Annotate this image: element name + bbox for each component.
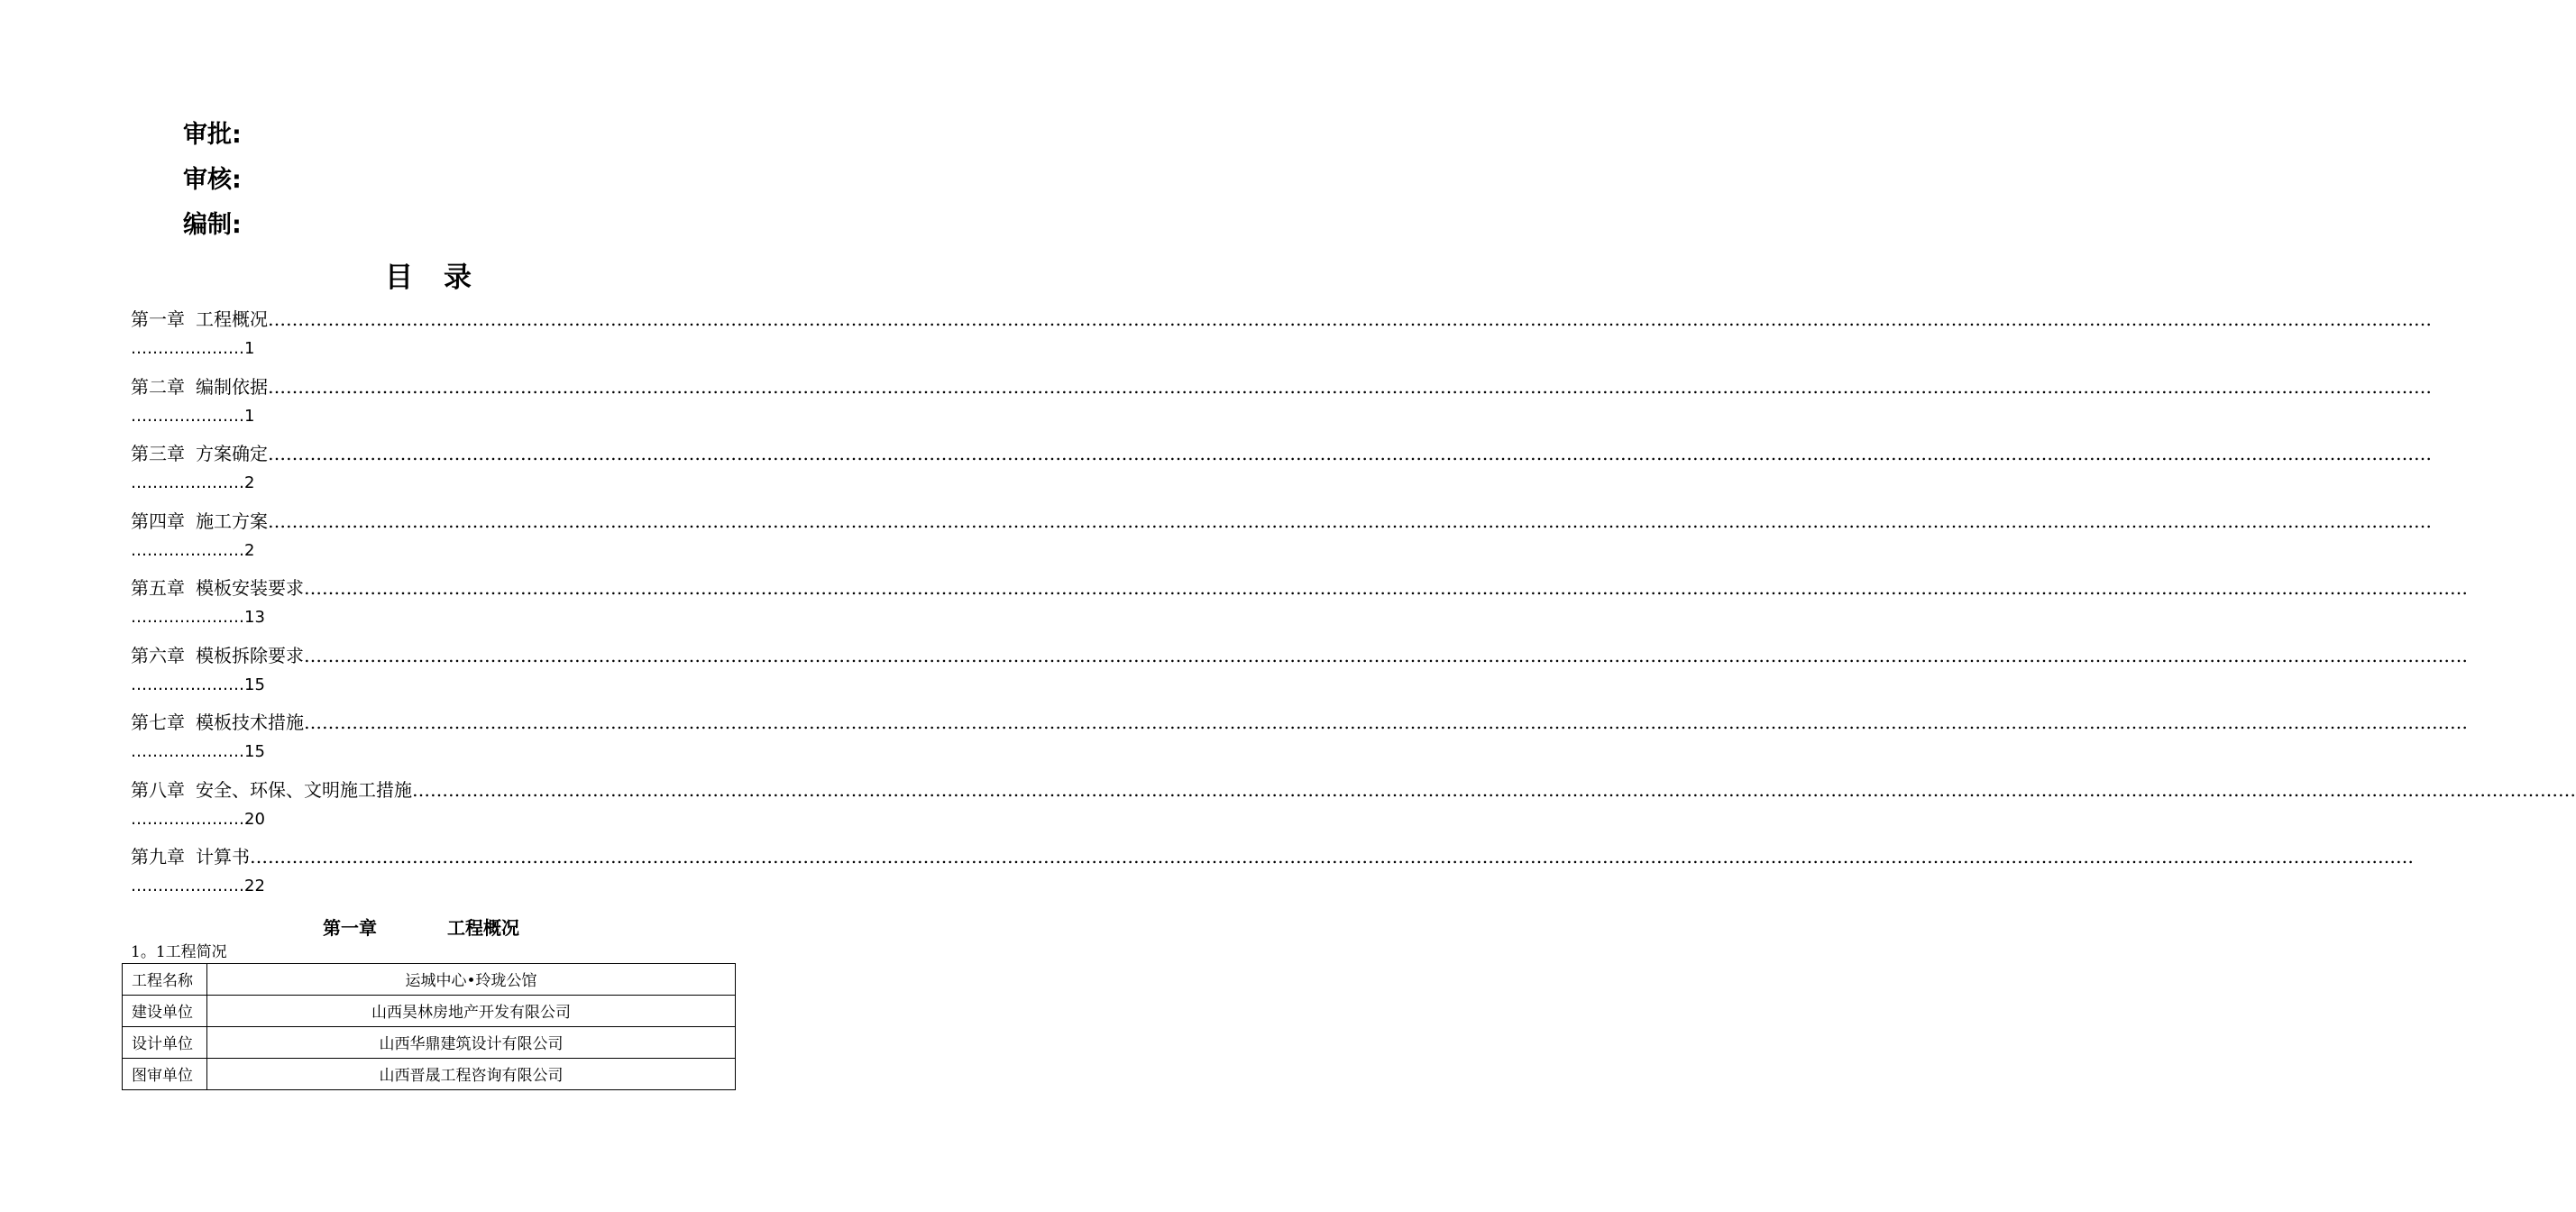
toc-entry[interactable]	[131, 842, 2414, 904]
table-value-cell: 运城中心•玲珑公馆	[207, 964, 736, 996]
toc-page-number: 22	[244, 877, 265, 895]
toc-title: 目录	[385, 262, 502, 294]
toc-entry[interactable]	[131, 372, 2432, 434]
table-row	[123, 1027, 736, 1059]
chapter-heading	[323, 914, 519, 940]
toc-entry-line	[131, 305, 2432, 332]
toc-entry-line	[131, 507, 2432, 534]
toc-chapter-number: 第三章	[131, 443, 185, 464]
toc-entry-line	[131, 372, 2432, 399]
toc-leader-dots: …………………	[131, 742, 244, 761]
toc-leader-dots: ………………………………………………………………………………………………………………………………………………………………………………………………………………………………………………………………………………………………………………………………	[268, 308, 2432, 330]
toc-leader-dots: …………………	[131, 339, 244, 358]
toc-leader-dots: …………………	[131, 541, 244, 560]
toc-entry[interactable]	[131, 507, 2432, 568]
toc-chapter-title: 编制依据	[196, 376, 268, 398]
toc-entry[interactable]	[131, 708, 2468, 769]
toc-entry-line	[131, 574, 2468, 601]
toc-page-number: 2	[244, 473, 255, 492]
toc-leader-dots: ………………………………………………………………………………………………………………………………………………………………………………………………………………………………………………………………………………………………………………………………	[304, 712, 2468, 733]
toc-chapter-number: 第四章	[131, 510, 185, 532]
table-row	[123, 996, 736, 1027]
toc-chapter-title: 工程概况	[196, 308, 268, 330]
toc-entry[interactable]	[131, 439, 2432, 500]
toc-page-line	[131, 742, 735, 769]
toc-leader-dots: ………………………………………………………………………………………………………………………………………………………………………………………………………………………………………………………………………………………………………………………………	[268, 376, 2432, 398]
toc-chapter	[131, 305, 268, 331]
toc-chapter	[131, 439, 268, 465]
table-value-cell: 山西晋晟工程咨询有限公司	[207, 1059, 736, 1090]
toc-chapter-number: 第七章	[131, 712, 185, 733]
toc-chapter-number: 第六章	[131, 645, 185, 666]
toc-entry[interactable]	[131, 305, 2432, 366]
toc-leader-dots: …………………	[131, 877, 244, 895]
toc-leader-dots: ………………………………………………………………………………………………………………………………………………………………………………………………………………………………………………………………………………………………………………………………	[304, 577, 2468, 599]
toc-chapter-number: 第九章	[131, 846, 185, 868]
toc-chapter-title: 模板技术措施	[196, 712, 304, 733]
compile-label: 编制:	[183, 211, 242, 239]
toc-chapter	[131, 372, 268, 399]
table-key-cell: 设计单位	[123, 1027, 207, 1059]
toc-entry[interactable]	[131, 776, 2576, 837]
project-info-table	[122, 963, 736, 1090]
toc-chapter-title: 施工方案	[196, 510, 268, 532]
toc-chapter	[131, 641, 304, 667]
toc-leader-dots: …………………	[131, 810, 244, 829]
toc-entry[interactable]	[131, 574, 2468, 635]
toc-page-line	[131, 541, 735, 568]
toc-page-number: 13	[244, 608, 265, 627]
toc-page-number: 20	[244, 810, 265, 829]
toc-leader-dots: ………………………………………………………………………………………………………………………………………………………………………………………………………………………………………………………………………………………………………………………………	[304, 645, 2468, 666]
toc-entry-line	[131, 776, 2576, 803]
table-value-cell: 山西昊林房地产开发有限公司	[207, 996, 736, 1027]
toc-leader-dots: …………………	[131, 473, 244, 492]
toc-entry[interactable]	[131, 641, 2468, 702]
toc-page-line	[131, 339, 735, 366]
toc-leader-dots: ………………………………………………………………………………………………………………………………………………………………………………………………………………………………………………………………………………………………………………………………	[412, 779, 2576, 801]
table-row	[123, 964, 736, 996]
chapter-label: 第一章	[323, 917, 377, 939]
toc-entry-line	[131, 842, 2414, 869]
toc-page-line	[131, 810, 735, 837]
table-key-cell: 图审单位	[123, 1059, 207, 1090]
toc-page-number: 1	[244, 407, 255, 426]
section-heading: 1。1工程简况	[131, 943, 227, 961]
approve-label: 审批:	[183, 121, 242, 149]
toc-page-line	[131, 473, 735, 500]
toc-page-line	[131, 675, 735, 702]
toc-chapter-number: 第二章	[131, 376, 185, 398]
toc-chapter	[131, 574, 304, 600]
review-label: 审核:	[183, 166, 242, 194]
table-key-cell: 工程名称	[123, 964, 207, 996]
toc-chapter-title: 计算书	[196, 846, 250, 868]
toc-entry-line	[131, 708, 2468, 735]
toc-page-line	[131, 877, 735, 904]
toc-leader-dots: ………………………………………………………………………………………………………………………………………………………………………………………………………………………………………………………………………………………………………………………………	[268, 443, 2432, 464]
toc-page-number: 15	[244, 675, 265, 694]
toc-chapter-title: 模板拆除要求	[196, 645, 304, 666]
toc-chapter	[131, 776, 412, 802]
toc-chapter-number: 第八章	[131, 779, 185, 801]
toc-page-number: 2	[244, 541, 255, 560]
toc-chapter	[131, 708, 304, 734]
toc-chapter-title: 方案确定	[196, 443, 268, 464]
chapter-name: 工程概况	[447, 917, 519, 939]
table-key-cell: 建设单位	[123, 996, 207, 1027]
toc-entry-line	[131, 641, 2468, 668]
toc-leader-dots: …………………	[131, 675, 244, 694]
toc-page-line	[131, 407, 735, 434]
toc-chapter	[131, 842, 250, 868]
toc-chapter	[131, 507, 268, 533]
toc-leader-dots: …………………	[131, 407, 244, 426]
toc-page-number: 1	[244, 339, 255, 358]
toc-entry-line	[131, 439, 2432, 466]
toc-chapter-number: 第五章	[131, 577, 185, 599]
toc-page-line	[131, 608, 735, 635]
toc-leader-dots: ………………………………………………………………………………………………………………………………………………………………………………………………………………………………………………………………………………………………………………………………	[268, 510, 2432, 532]
toc-chapter-title: 模板安装要求	[196, 577, 304, 599]
toc-page-number: 15	[244, 742, 265, 761]
toc-chapter-number: 第一章	[131, 308, 185, 330]
toc-leader-dots: …………………	[131, 608, 244, 627]
toc-leader-dots: ………………………………………………………………………………………………………………………………………………………………………………………………………………………………………………………………………………………………………………………………	[250, 846, 2414, 868]
table-row	[123, 1059, 736, 1090]
toc-chapter-title: 安全、环保、文明施工措施	[196, 779, 412, 801]
table-value-cell: 山西华鼎建筑设计有限公司	[207, 1027, 736, 1059]
